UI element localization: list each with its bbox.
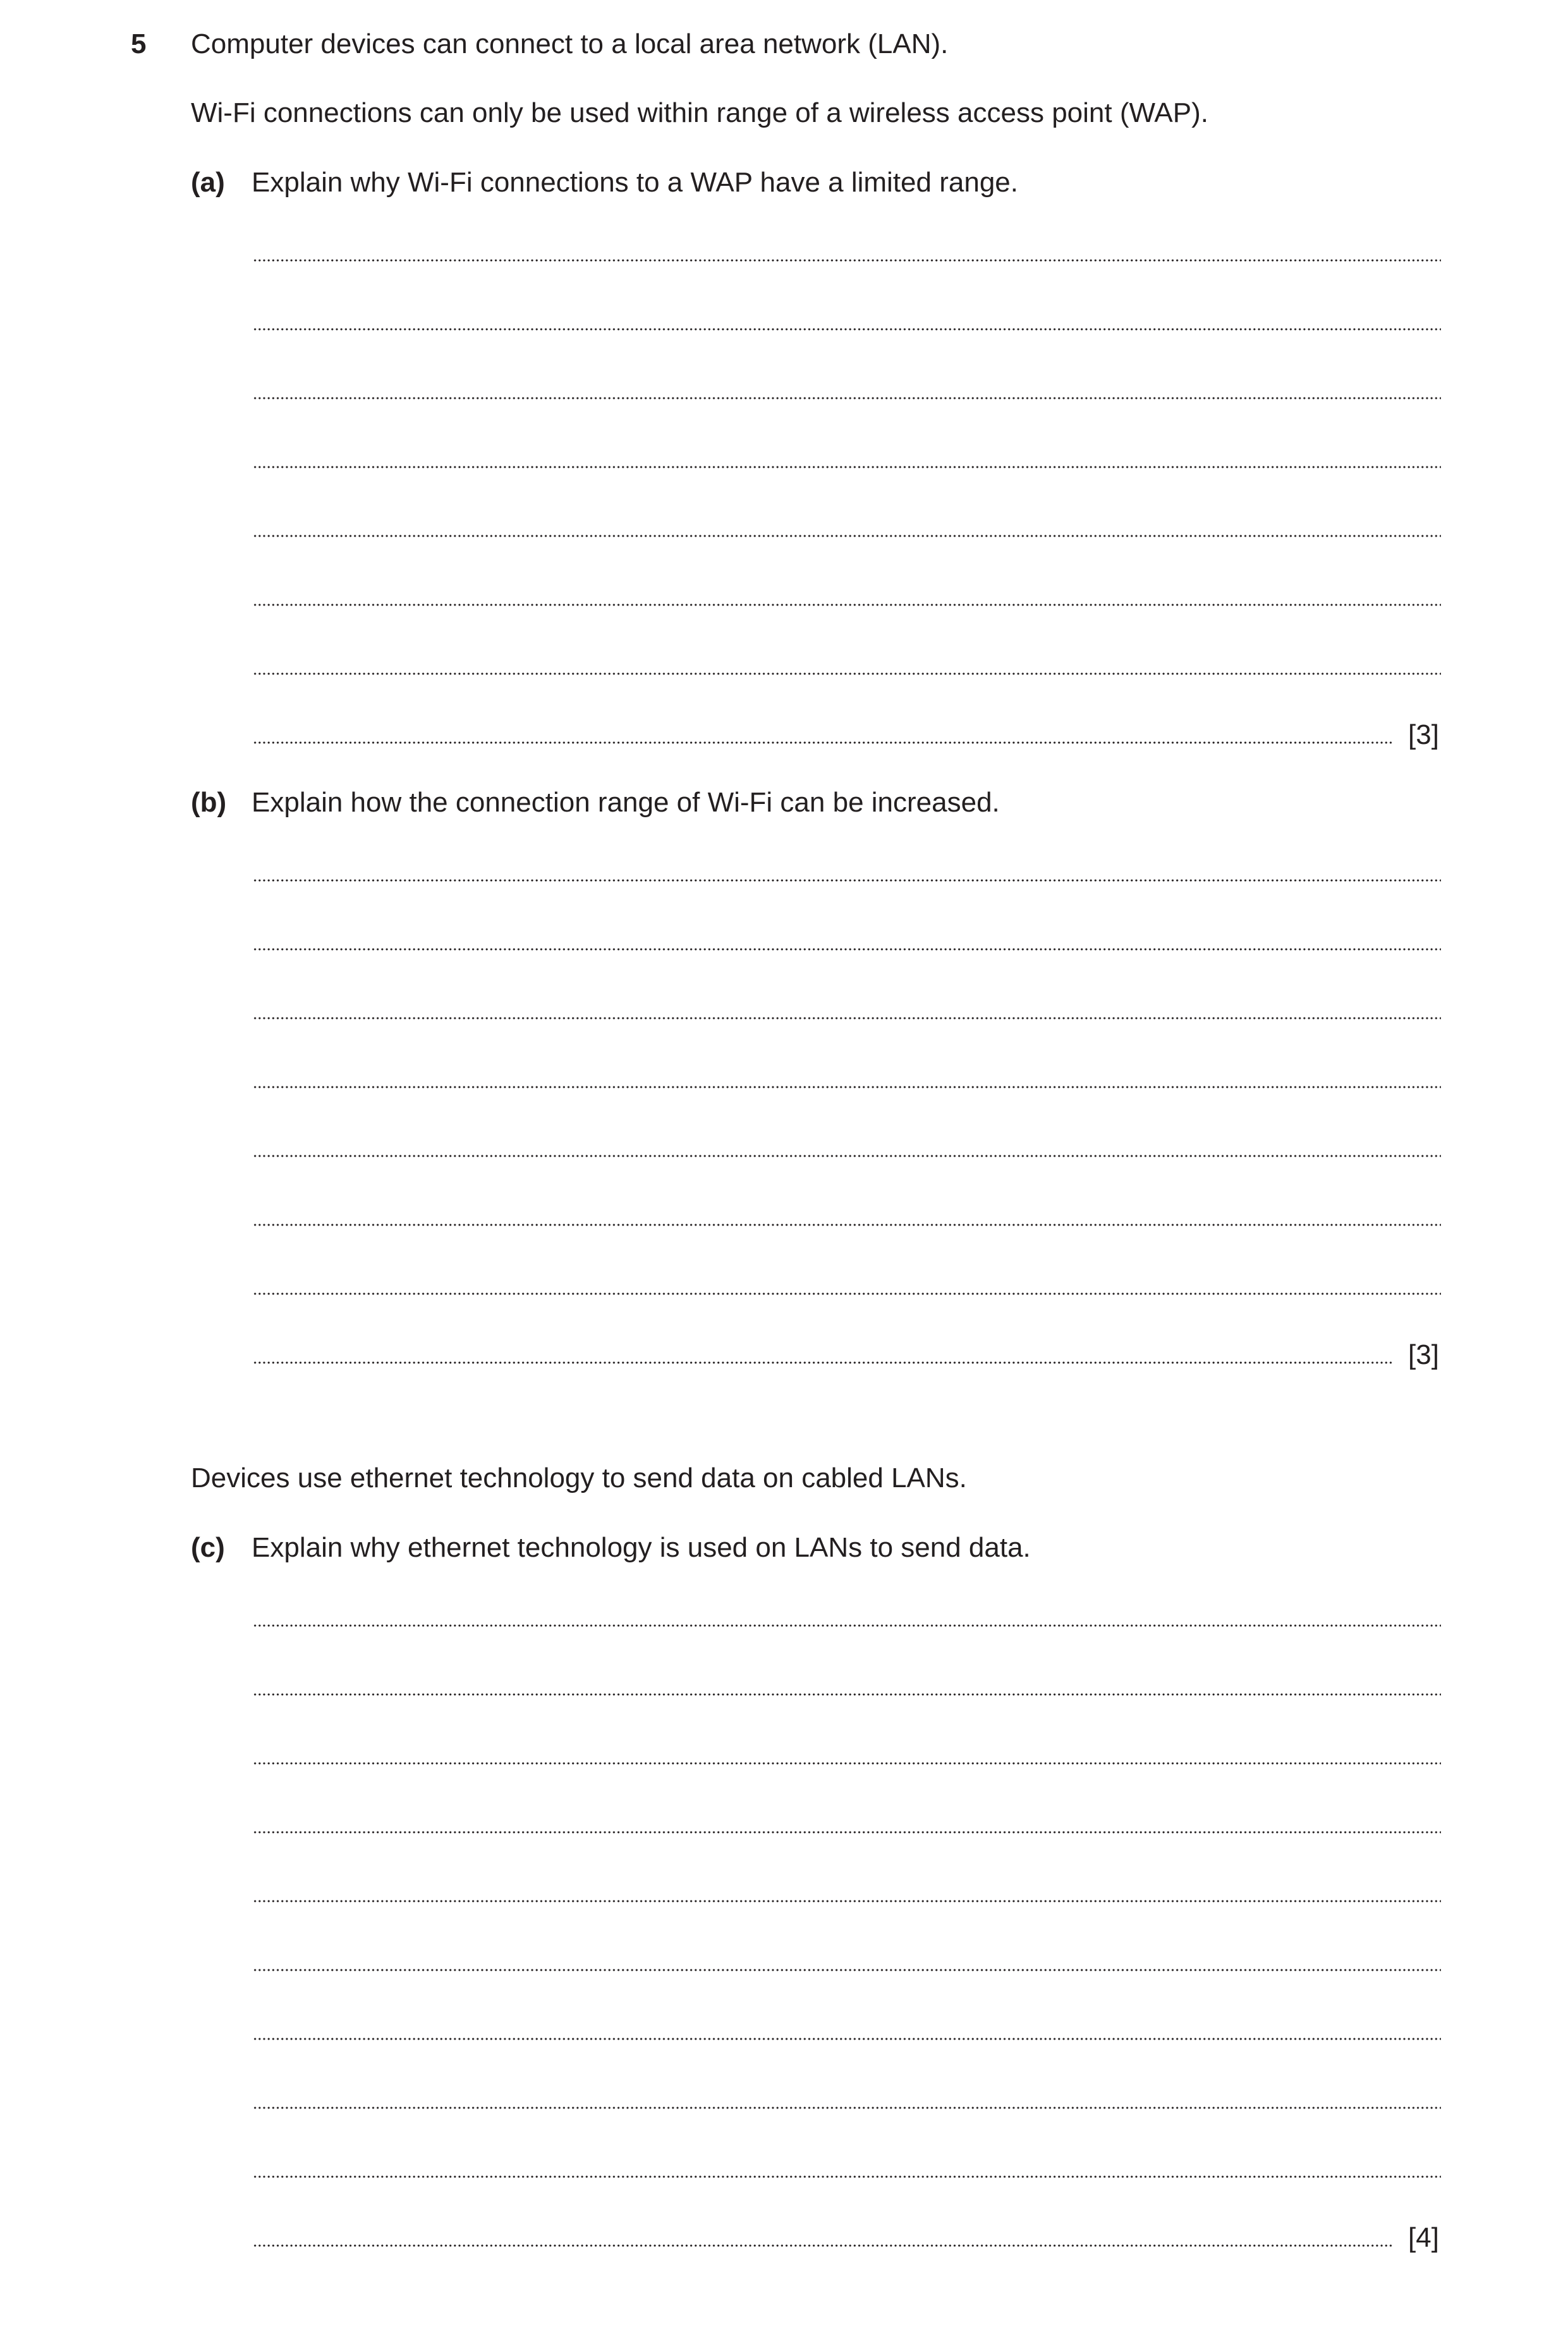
part-c-label: (c)	[191, 1532, 225, 1563]
answer-line[interactable]	[253, 1224, 1441, 1226]
answer-line[interactable]	[253, 1155, 1441, 1157]
answer-line[interactable]	[253, 672, 1441, 675]
answer-line[interactable]	[253, 1624, 1441, 1627]
part-c-question: Explain why ethernet technology is used on LANs to send data.	[252, 1532, 1031, 1563]
answer-line[interactable]	[253, 2175, 1441, 2178]
answer-line[interactable]	[253, 2038, 1441, 2040]
answer-line[interactable]	[253, 1361, 1392, 1364]
answer-line[interactable]	[253, 1693, 1441, 1696]
answer-line[interactable]	[253, 1762, 1441, 1765]
answer-line[interactable]	[253, 948, 1441, 951]
answer-line[interactable]	[253, 1831, 1441, 1834]
answer-line[interactable]	[253, 535, 1441, 537]
part-c-stem: Devices use ethernet technology to send data on cabled LANs.	[191, 1463, 967, 1493]
part-b-marks: [3]	[1408, 1339, 1439, 1370]
answer-line[interactable]	[253, 328, 1441, 331]
question-intro: Computer devices can connect to a local area network (LAN).	[191, 28, 949, 59]
answer-line[interactable]	[253, 1017, 1441, 1019]
part-a-label: (a)	[191, 167, 225, 198]
answer-line[interactable]	[253, 466, 1441, 468]
part-c-marks: [4]	[1408, 2222, 1439, 2253]
part-b-question: Explain how the connection range of Wi-Fi can be increased.	[252, 787, 1000, 818]
part-a-marks: [3]	[1408, 719, 1439, 750]
answer-line[interactable]	[253, 1900, 1441, 1902]
answer-line[interactable]	[253, 1969, 1441, 1971]
answer-line[interactable]	[253, 604, 1441, 606]
part-a-question: Explain why Wi-Fi connections to a WAP have a limited range.	[252, 167, 1018, 198]
answer-line[interactable]	[253, 259, 1441, 262]
answer-line[interactable]	[253, 741, 1392, 744]
question-number: 5	[131, 28, 147, 59]
answer-line[interactable]	[253, 1086, 1441, 1088]
answer-line[interactable]	[253, 397, 1441, 399]
answer-line[interactable]	[253, 879, 1441, 882]
answer-line[interactable]	[253, 2244, 1392, 2247]
question-context: Wi-Fi connections can only be used within range of a wireless access point (WAP).	[191, 97, 1208, 128]
part-b-label: (b)	[191, 787, 227, 818]
answer-line[interactable]	[253, 1293, 1441, 1295]
answer-line[interactable]	[253, 2107, 1441, 2109]
